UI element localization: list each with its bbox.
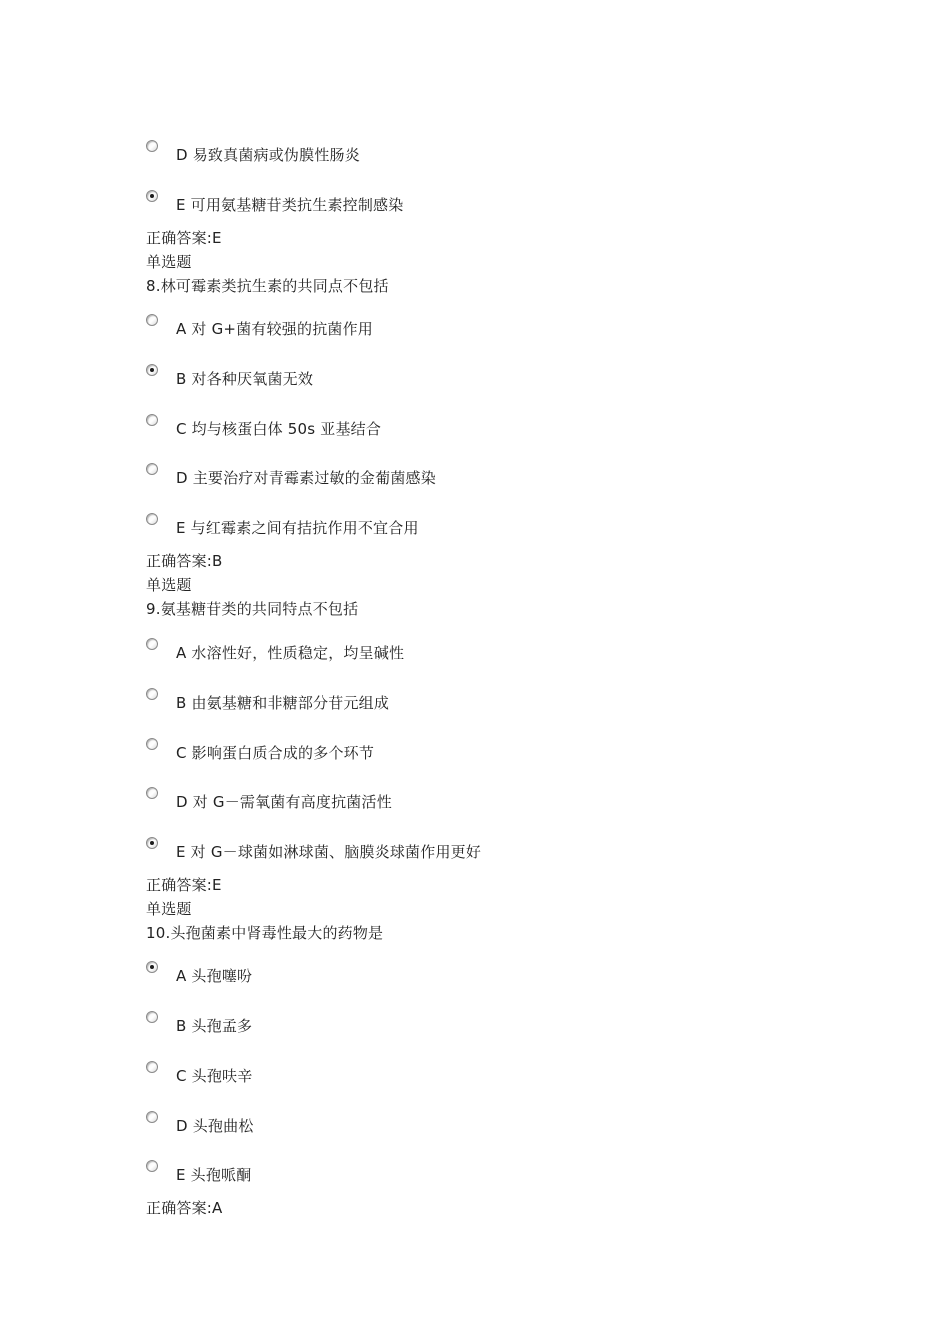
q8-option-b-radio[interactable] [146,364,158,376]
q9-option-d-radio[interactable] [146,787,158,799]
q8-type: 单选题 [146,253,192,271]
q8-option-d-label: D 主要治疗对青霉素过敏的金葡菌感染 [176,469,436,487]
q10-option-e-label: E 头孢哌酮 [176,1166,252,1184]
q7-option-e-radio[interactable] [146,190,158,202]
q10-option-c-radio[interactable] [146,1061,158,1073]
q8-option-a-label: A 对 G+菌有较强的抗菌作用 [176,320,373,338]
q10-type: 单选题 [146,900,192,918]
q9-correct-answer: 正确答案:E [146,876,222,894]
q10-option-a-radio[interactable] [146,961,158,973]
q10-option-b-radio[interactable] [146,1011,158,1023]
q8-question: 8.林可霉素类抗生素的共同点不包括 [146,277,389,295]
q8-option-c-radio[interactable] [146,414,158,426]
q9-question: 9.氨基糖苷类的共同特点不包括 [146,600,359,618]
q10-option-a-label: A 头孢噻吩 [176,967,253,985]
q8-option-e-label: E 与红霉素之间有拮抗作用不宜合用 [176,519,419,537]
q8-correct-answer: 正确答案:B [146,552,223,570]
q9-option-e-label: E 对 G－球菌如淋球菌、脑膜炎球菌作用更好 [176,843,482,861]
q8-option-d-radio[interactable] [146,463,158,475]
q8-option-c-label: C 均与核蛋白体 50s 亚基结合 [176,420,382,438]
q7-option-e-label: E 可用氨基糖苷类抗生素控制感染 [176,196,404,214]
q7-correct-answer: 正确答案:E [146,229,222,247]
q9-option-a-label: A 水溶性好，性质稳定，均呈碱性 [176,644,405,662]
q10-option-d-label: D 头孢曲松 [176,1117,254,1135]
q9-option-c-radio[interactable] [146,738,158,750]
q9-option-e-radio[interactable] [146,837,158,849]
q8-option-b-label: B 对各种厌氧菌无效 [176,370,314,388]
q10-option-e-radio[interactable] [146,1160,158,1172]
q7-option-d-label: D 易致真菌病或伪膜性肠炎 [176,146,360,164]
q10-correct-answer: 正确答案:A [146,1199,223,1217]
q10-option-b-label: B 头孢孟多 [176,1017,253,1035]
q9-option-b-radio[interactable] [146,688,158,700]
q8-option-a-radio[interactable] [146,314,158,326]
q9-option-b-label: B 由氨基糖和非糖部分苷元组成 [176,694,390,712]
q7-option-d-radio[interactable] [146,140,158,152]
q9-option-d-label: D 对 G－需氧菌有高度抗菌活性 [176,793,392,811]
q10-question: 10.头孢菌素中肾毒性最大的药物是 [146,924,384,942]
q9-option-a-radio[interactable] [146,638,158,650]
q10-option-c-label: C 头孢呋辛 [176,1067,253,1085]
q9-type: 单选题 [146,576,192,594]
q9-option-c-label: C 影响蛋白质合成的多个环节 [176,744,375,762]
q10-option-d-radio[interactable] [146,1111,158,1123]
q8-option-e-radio[interactable] [146,513,158,525]
